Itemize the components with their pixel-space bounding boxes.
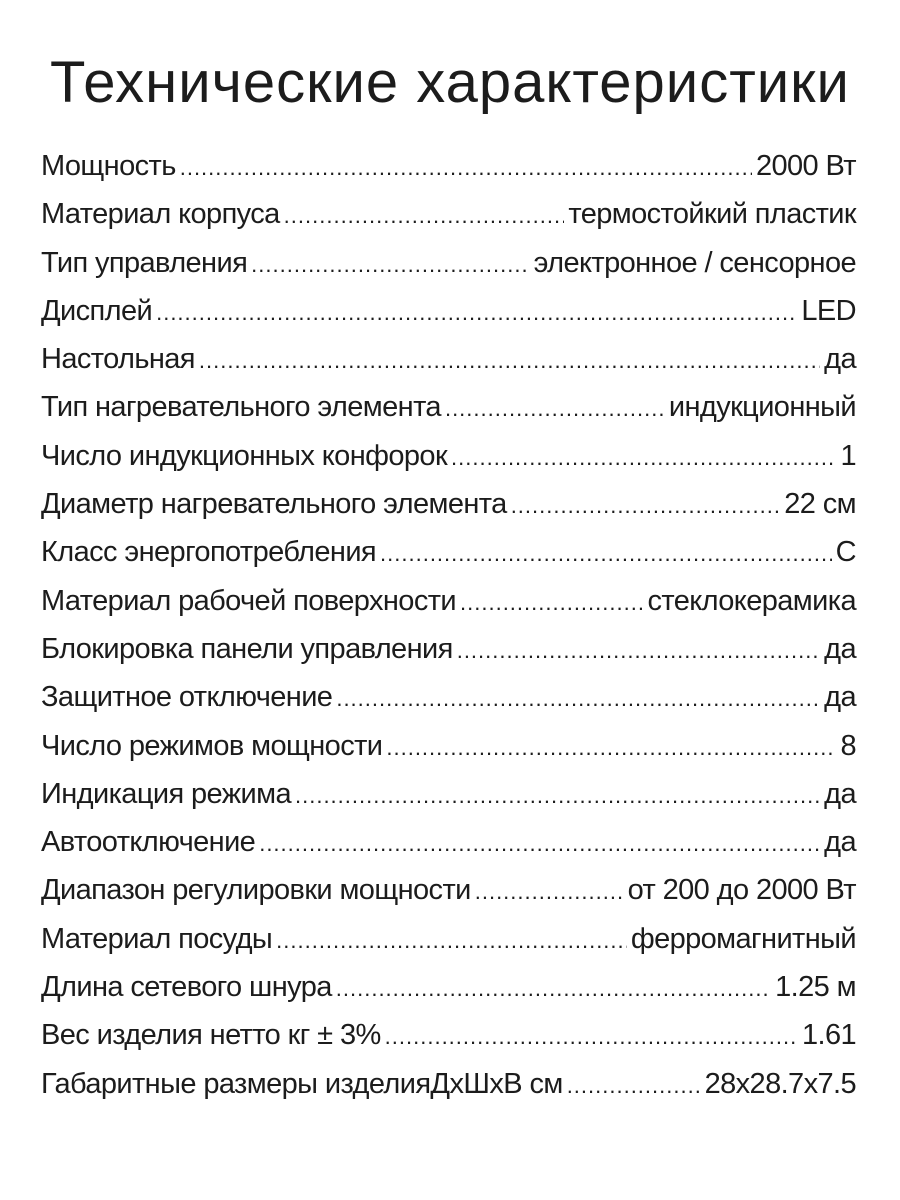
dot-leader [295, 772, 820, 820]
spec-value: 1.25 м [775, 971, 856, 1004]
spec-value: 1.61 [801, 1019, 856, 1052]
spec-value: 2000 Вт [755, 150, 856, 182]
spec-label: Диаметр нагревательного элемента [41, 488, 507, 521]
dot-leader [199, 337, 820, 385]
spec-value: термостойкий пластик [568, 198, 856, 231]
spec-label: Защитное отключение [41, 681, 333, 714]
spec-label: Длина сетевого шнура [41, 971, 332, 1004]
spec-label: Диапазон регулировки мощности [41, 874, 471, 907]
dot-leader [475, 868, 624, 916]
spec-label: Материал рабочей поверхности [41, 584, 457, 617]
dot-leader [385, 1013, 798, 1061]
spec-label: Тип управления [41, 246, 248, 279]
spec-row [41, 577, 856, 625]
dot-leader [460, 579, 643, 627]
spec-label: Тип нагревательного элемента [41, 391, 441, 424]
spec-row [41, 770, 856, 818]
spec-label: Индикация режима [41, 777, 291, 810]
spec-label: Автоотключение [41, 826, 256, 859]
spec-label: Материал посуды [41, 922, 273, 955]
spec-row [41, 915, 856, 963]
dot-leader [567, 1062, 701, 1110]
spec-value: ферромагнитный [630, 922, 856, 955]
spec-row [41, 528, 856, 576]
spec-label: Вес изделия нетто кг ± 3% [41, 1019, 381, 1052]
dot-leader [156, 289, 797, 337]
dot-leader [511, 482, 781, 530]
dot-leader [451, 434, 836, 482]
spec-value: да [824, 632, 856, 665]
spec-value: да [824, 343, 856, 376]
spec-list [41, 142, 856, 1108]
spec-value: индукционный [668, 391, 856, 424]
spec-row [41, 432, 856, 480]
spec-row [41, 818, 856, 866]
spec-row [41, 335, 856, 383]
dot-leader [445, 385, 665, 433]
spec-label: Дисплей [41, 294, 153, 327]
spec-label: Блокировка панели управления [41, 632, 453, 665]
spec-value: да [824, 826, 856, 859]
spec-row [41, 239, 856, 287]
dot-leader [336, 965, 771, 1013]
spec-value: да [824, 777, 856, 810]
spec-label: Число режимов мощности [41, 729, 383, 762]
spec-row [41, 722, 856, 770]
spec-value: LED [801, 294, 856, 327]
dot-leader [457, 627, 820, 675]
dot-leader [380, 530, 832, 578]
spec-row [41, 480, 856, 528]
spec-label: Класс энергопотребления [41, 536, 377, 569]
spec-row [41, 190, 856, 238]
spec-value: С [835, 536, 856, 569]
spec-label: Габаритные размеры изделияДхШхВ см [41, 1067, 563, 1100]
dot-leader [259, 820, 820, 868]
spec-value: электронное / сенсорное [533, 246, 856, 279]
spec-value: от 200 до 2000 Вт [627, 874, 856, 907]
spec-row [41, 1011, 856, 1059]
dot-leader [251, 241, 529, 289]
spec-value: 8 [840, 729, 856, 762]
spec-value: 28x28.7x7.5 [704, 1067, 856, 1100]
spec-row [41, 287, 856, 335]
dot-leader [276, 917, 627, 965]
page-title: Технические характеристики [50, 50, 850, 115]
dot-leader [386, 724, 836, 772]
spec-value: да [824, 681, 856, 714]
spec-label: Число индукционных конфорок [41, 439, 448, 472]
spec-label: Мощность [41, 150, 176, 182]
spec-row [41, 142, 856, 190]
spec-label: Материал корпуса [41, 198, 280, 231]
dot-leader [180, 144, 752, 192]
spec-row [41, 866, 856, 914]
spec-row [41, 963, 856, 1011]
spec-value: стеклокерамика [647, 584, 856, 617]
spec-value: 1 [840, 439, 856, 472]
spec-label: Настольная [41, 343, 195, 376]
spec-row [41, 1060, 856, 1108]
spec-row [41, 625, 856, 673]
spec-row [41, 383, 856, 431]
spec-value: 22 см [784, 488, 856, 521]
dot-leader [336, 675, 820, 723]
dot-leader [284, 192, 565, 240]
spec-row [41, 673, 856, 721]
